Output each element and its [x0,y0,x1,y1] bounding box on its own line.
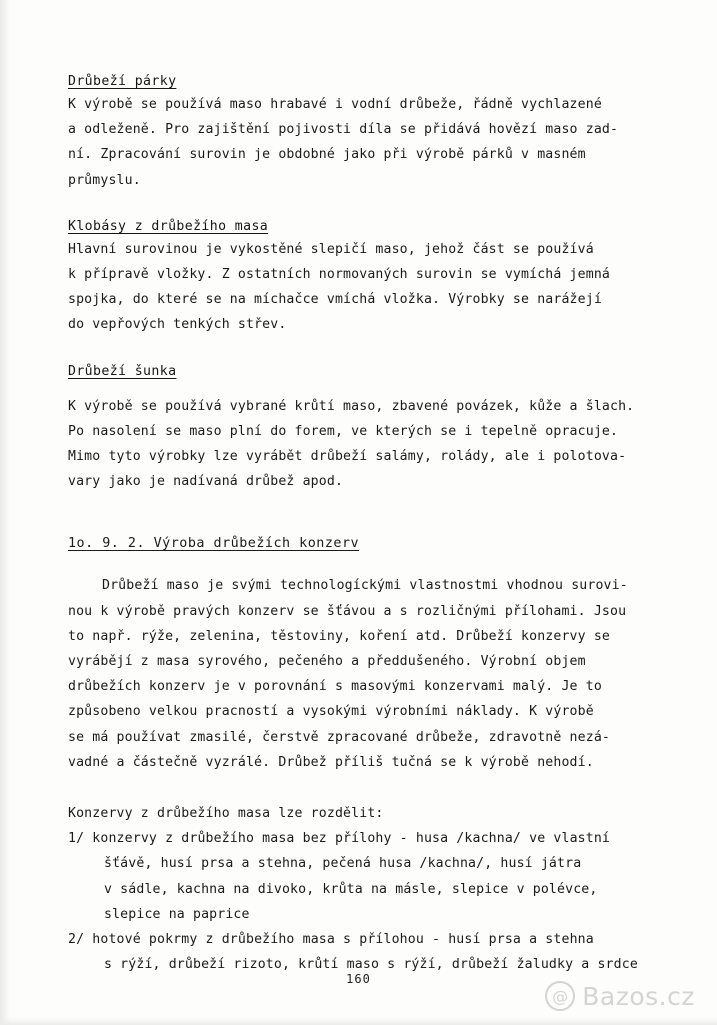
page-content [68,74,658,977]
section-drubezi-sunka [68,364,658,495]
list-intro: Konzervy z drůbežího masa lze rozdělit: [68,806,384,822]
list-item-rest: s rýží, drůbeží rizoto, krůtí maso s rýží, drůbeží žaludky a srdce [104,957,638,973]
spacer [68,781,658,801]
section-heading: Drůbeží párky [68,74,177,89]
spacer [68,382,658,394]
list-item-marker: 2/ [68,932,85,948]
spacer [68,344,658,364]
watermark-text: Bazos.cz [582,981,695,1011]
chapter-title: 1o. 9. 2. Výroba drůbežích konzerv [68,536,360,552]
page-number: 160 [346,972,371,986]
section-body: Hlavní surovinou je vykostěné slepičí maso, jehož část se používá k přípravě vložky. Z ostatních normovaných surovin se vymíchá jemná spojka, do které se na míchačce vmíchá vložka. Výrobky se narážejí do vepřových tenkých střev. [68,241,610,333]
list-item-first-line: hotové pokrmy z drůbežího masa s přílohou - husí prsa a stehna [92,932,594,948]
watermark [545,981,695,1011]
list-item-marker: 1/ [68,831,85,847]
list-item [68,826,658,927]
list-item-rest: šťávě, husí prsa a stehna, pečená husa /kachna/, husí játra v sádle, kachna na divoko, krůta na másle, slepice v polévce, slepice na paprice [104,856,598,922]
scan-edge-left [0,0,10,1025]
chapter-vyroba-drubezich-konzerv [68,536,658,775]
list-item [68,927,658,977]
spacer [68,561,658,573]
section-klobasy-z-drubeziho-masa [68,219,658,338]
classification-list [68,826,658,977]
spacer [68,199,658,219]
spacer [68,500,658,536]
list-item-first-line: konzervy z drůbežího masa bez přílohy - husa /kachna/ ve vlastní [92,831,611,847]
scan-edge-bottom [0,1017,717,1025]
at-icon: @ [545,981,575,1011]
section-drubezi-parky [68,74,658,193]
section-heading: Klobásy z drůbežího masa [68,218,269,234]
section-body: K výrobě se používá vybrané krůtí maso, zbavené povázek, kůže a šlach. Po nasolení se maso plní do forem, ve kterých se i tepelně opracuje. Mimo tyto výrobky lze vyrábět drůbeží salámy, rolády, ale i polotova- vary jako je nadívaná drůbež apod. [68,398,635,490]
section-heading: Drůbeží šunka [68,363,177,379]
section-body: K výrobě se používá maso hrabavé i vodní drůbeže, řádně vychlazené a odleženě. Pro zajištění pojivosti díla se přidává hovězí maso zad- ní. Zpracování surovin je obdobné jako při výrobě párků v masném průmyslu. [68,97,619,188]
chapter-paragraph: Drůbeží maso je svými technologíckými vlastnostmi vhodnou surovi- nou k výrobě pravých konzerv se šťávou a s rozličnými přílohami. Jsou to např. rýže, zelenina, těstoviny, koření atd. Drůbeží konzervy se vyrábějí z masa syrového, pečeného a předdušeného. Výrobní objem drůbežích konzerv je v porovnání s masovými konzervami malý. Je to způsobeno velkou pracností a vysokými výrobními náklady. K výrobě se má používat zmasilé, čerstvě zpracované drůbeže, zdravotně nezá- vadné a částečně vyzrálé. Drůbež příliš tučná se k výrobě nehodí. [68,578,628,770]
